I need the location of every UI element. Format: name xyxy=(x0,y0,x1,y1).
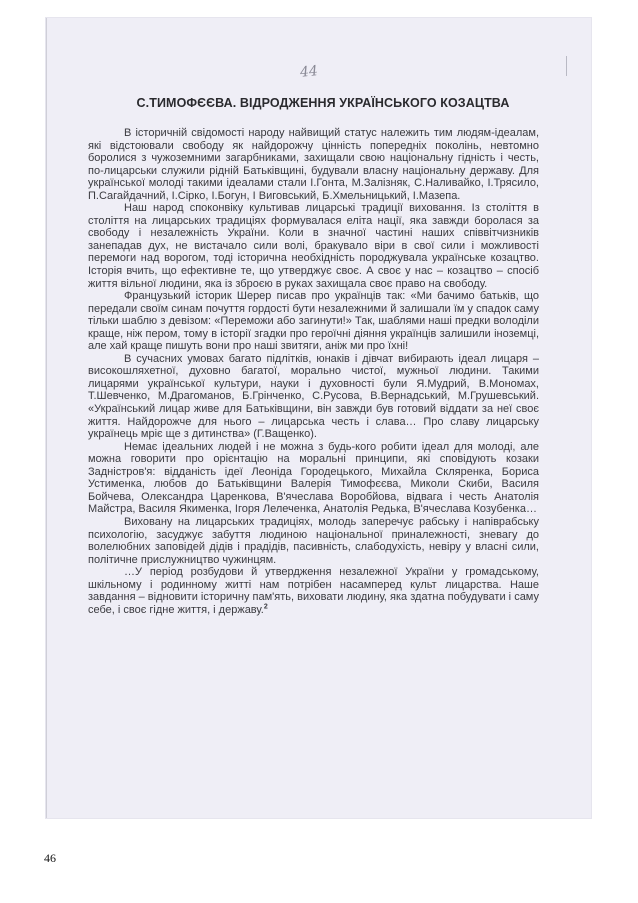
page-number: 46 xyxy=(44,851,56,865)
footnote-marker: 2 xyxy=(263,603,268,611)
handwritten-page-number: 44 xyxy=(299,63,319,81)
paragraph: Французький історик Шерер писав про українців так: «Ми бачимо батьків, що передали своїм синам почуття гордості бути незалежними й залишали їм у спадок саму тільки шаблю з девізом: «Переможи або загинути!» Так, шаблями наші предки володіли краще, ніж пером, тому в історії згадки про героїчні діяння українців залишили іноземці, але хай краще пишуть вони про наші звитяги, аніж ми про їхні! xyxy=(88,290,539,353)
paragraph: В історичній свідомості народу найвищий статус належить тим людям-ідеалам, які відстоювали свободу як найдорожчу цінність попередніх поколінь, невтомно боролися з чужоземними загарбниками, захищали свою національну гідність і честь, по-лицарськи служили рідній Батьківщині, будували власну національну державу. Для української молоді такими ідеалами стали І.Гонта, М.Залізняк, С.Наливайко, І.Трясило, П.Сагайдачний, І.Сірко, І.Богун, І Виговський, Б.Хмельницький, І.Мазепа. xyxy=(88,127,539,202)
article-title: С.ТИМОФЄЄВА. ВІДРОДЖЕННЯ УКРАЇНСЬКОГО КОЗАЦТВА xyxy=(136,96,510,110)
paragraph: Виховану на лицарських традиціях, молодь заперечує рабську і напіврабську психологію, засуджує забуття людиною національної приналежності, зневагу до волелюбних заповідей дідів і прадідів, пасивність, слабодухість, невіру у власні сили, політичне прислужництво чужинцям. xyxy=(88,515,539,566)
scan-mark xyxy=(566,56,567,76)
paragraph-text: …У період розбудови й утвердження незалежної України у громадському, шкільному і родинному житті нам потрібен насамперед культ лицарства. Наше завдання – відновити історичну пам'ять, виховати людину, яка здатна побудувати і саму себе, і своє гідне життя, і державу. xyxy=(88,566,539,616)
paragraph-last xyxy=(88,566,539,616)
scan-left-edge xyxy=(46,18,47,818)
paragraph: Немає ідеальних людей і не можна з будь-кого робити ідеал для молоді, але можна говорити про орієнтацію на моральні принципи, які сповідують козаки Задністров'я: відданість ідеї Леоніда Городецького, Михайла Скляренка, Бориса Устименка, любов до Батьківщини Валерія Тимофєєва, Миколи Скиби, Василя Бойчева, Олександра Царенкова, В'ячеслава Воробйова, відвага і честь Анатолія Майстра, Василя Якименка, Ігоря Лелеченка, Анатолія Редька, В'ячеслава Козубенка… xyxy=(88,440,539,516)
paragraph: Наш народ споконвіку культивав лицарські традиції виховання. Із століття в століття на лицарських традиціях формувалася еліта нації, яка завжди боролася за свободу і незалежність України. Коли в значної частині наших співвітчизників занепадав дух, не вистачало сили волі, бракувало віри в свої сили і можливості перемоги над ворогом, тоді історична необхідність породжувала українське козацтво. Історія вчить, що ефективне те, що утверджує своє. А своє у нас – козацтво – спосіб життя вільної людини, яка із зброєю в руках захищала своє право на свободу. xyxy=(88,202,539,290)
article-body xyxy=(88,127,539,616)
paragraph: В сучасних умовах багато підлітків, юнаків і дівчат вибирають ідеал лицаря – високошляхетної, духовно багатої, морально чистої, мужньої людини. Такими лицарями української культури, науки і духовності були Я.Мудрий, В.Мономах, Т.Шевченко, М.Драгоманов, Б.Грінченко, С.Русова, В.Вернадський, М.Грушевський. «Український лицар живе для Батьківщини, він завжди був готовий віддати за неї своє життя. Найдорожче для нього – лицарська честь і слава… Про славу лицарську українець мріє ще з дитинства» (Г.Ващенко). xyxy=(88,352,539,441)
